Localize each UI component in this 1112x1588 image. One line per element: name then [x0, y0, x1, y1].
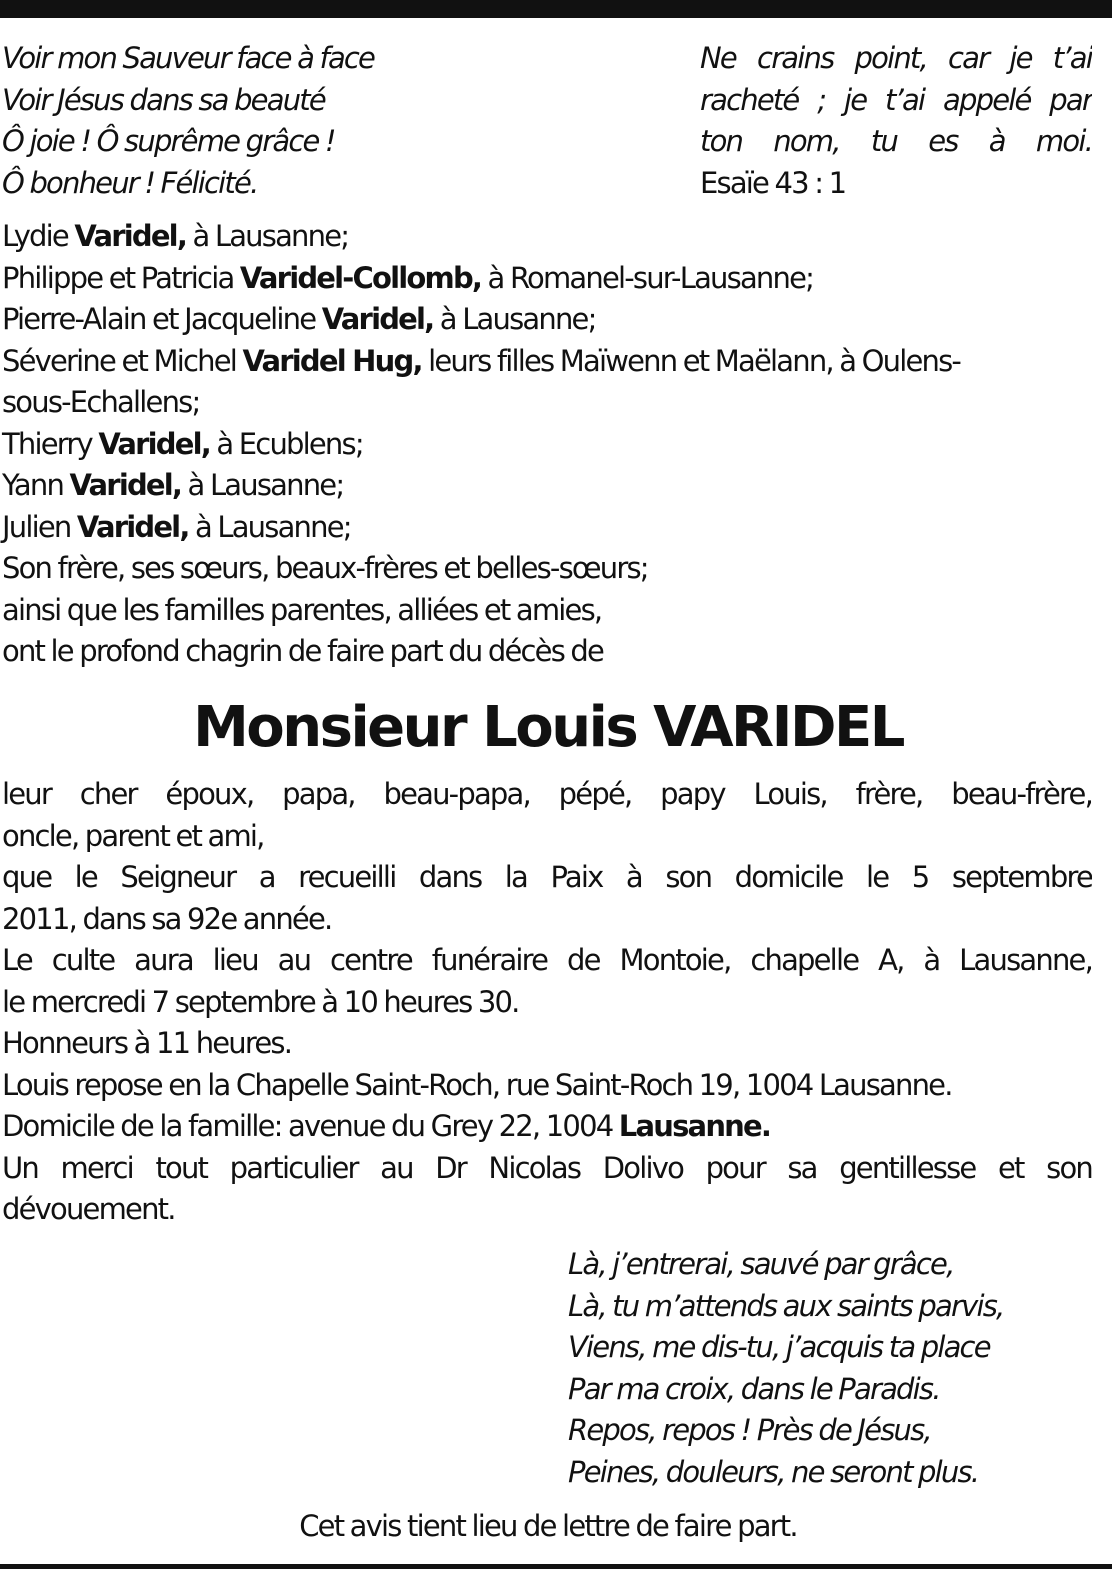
bible-verse [700, 38, 1092, 204]
verse-line: Ne crains point, car je t’ai [700, 41, 1092, 75]
body-line: oncle, parent et ami, [2, 818, 264, 853]
body-line: leur cher époux, papa, beau-papa, pépé, papy Louis, frère, beau-frère, [2, 777, 1092, 811]
family-line: Philippe et Patricia Varidel-Collomb, à Romanel-sur-Lausanne; [2, 260, 814, 295]
body-line: Le culte aura lieu au centre funéraire de Montoie, chapelle A, à Lausanne, [2, 943, 1092, 977]
poem-line: Ô joie ! Ô suprême grâce ! [2, 124, 335, 158]
family-line: ainsi que les familles parentes, alliées et amies, [2, 592, 602, 627]
closing-poem [568, 1244, 1088, 1493]
verse-line: racheté ; je t’ai appelé par [700, 82, 1092, 117]
body-line: Un merci tout particulier au Dr Nicolas Dolivo pour sa gentillesse et son [2, 1150, 1092, 1185]
family-line: Yann Varidel, à Lausanne; [2, 468, 344, 502]
family-line: Thierry Varidel, à Ecublens; [2, 426, 363, 461]
family-line: Pierre-Alain et Jacqueline Varidel, à Lausanne; [2, 302, 596, 336]
body-line: 2011, dans sa 92e année. [2, 901, 332, 936]
body-line: Honneurs à 11 heures. [2, 1026, 292, 1060]
family-line: Son frère, ses sœurs, beaux-frères et belles-sœurs; [2, 551, 648, 585]
deceased-name: Monsieur Louis VARIDEL [193, 695, 903, 760]
poem-line: Là, j’entrerai, sauvé par grâce, [568, 1247, 954, 1281]
family-line: sous-Echallens; [2, 385, 200, 419]
verse-reference: Esaïe 43 : 1 [700, 165, 846, 200]
poem-line: Ô bonheur ! Félicité. [2, 165, 258, 200]
poem-line: Là, tu m’attends aux saints parvis, [568, 1288, 1004, 1323]
body-line: Louis repose en la Chapelle Saint-Roch, rue Saint-Roch 19, 1004 Lausanne. [2, 1067, 952, 1102]
family-line: ont le profond chagrin de faire part du décès de [2, 634, 604, 668]
body-line: que le Seigneur a recueilli dans la Paix à son domicile le 5 septembre [2, 860, 1092, 894]
poem-line: Voir Jésus dans sa beauté [2, 82, 325, 117]
poem-line: Peines, douleurs, ne seront plus. [568, 1454, 979, 1489]
body-line: le mercredi 7 septembre à 10 heures 30. [2, 984, 519, 1019]
top-rule [0, 0, 1112, 18]
opening-poem [2, 38, 502, 204]
announcement-body [2, 774, 1092, 1231]
body-line: dévouement. [2, 1192, 175, 1226]
poem-line: Par ma croix, dans le Paradis. [568, 1371, 940, 1406]
footer-note: Cet avis tient lieu de lettre de faire part. [299, 1509, 797, 1543]
family-line: Lydie Varidel, à Lausanne; [2, 219, 349, 253]
family-list [2, 216, 1092, 673]
poem-line: Voir mon Sauveur face à face [2, 41, 375, 75]
poem-line: Viens, me dis-tu, j’acquis ta place [568, 1330, 990, 1364]
poem-line: Repos, repos ! Près de Jésus, [568, 1413, 931, 1447]
family-line: Julien Varidel, à Lausanne; [2, 509, 351, 544]
body-line: Domicile de la famille: avenue du Grey 22, 1004 Lausanne. [2, 1109, 771, 1143]
bottom-rule [0, 1564, 1112, 1569]
family-line: Séverine et Michel Varidel Hug, leurs filles Maïwenn et Maëlann, à Oulens- [2, 343, 961, 378]
verse-line: ton nom, tu es à moi. [700, 124, 1092, 158]
